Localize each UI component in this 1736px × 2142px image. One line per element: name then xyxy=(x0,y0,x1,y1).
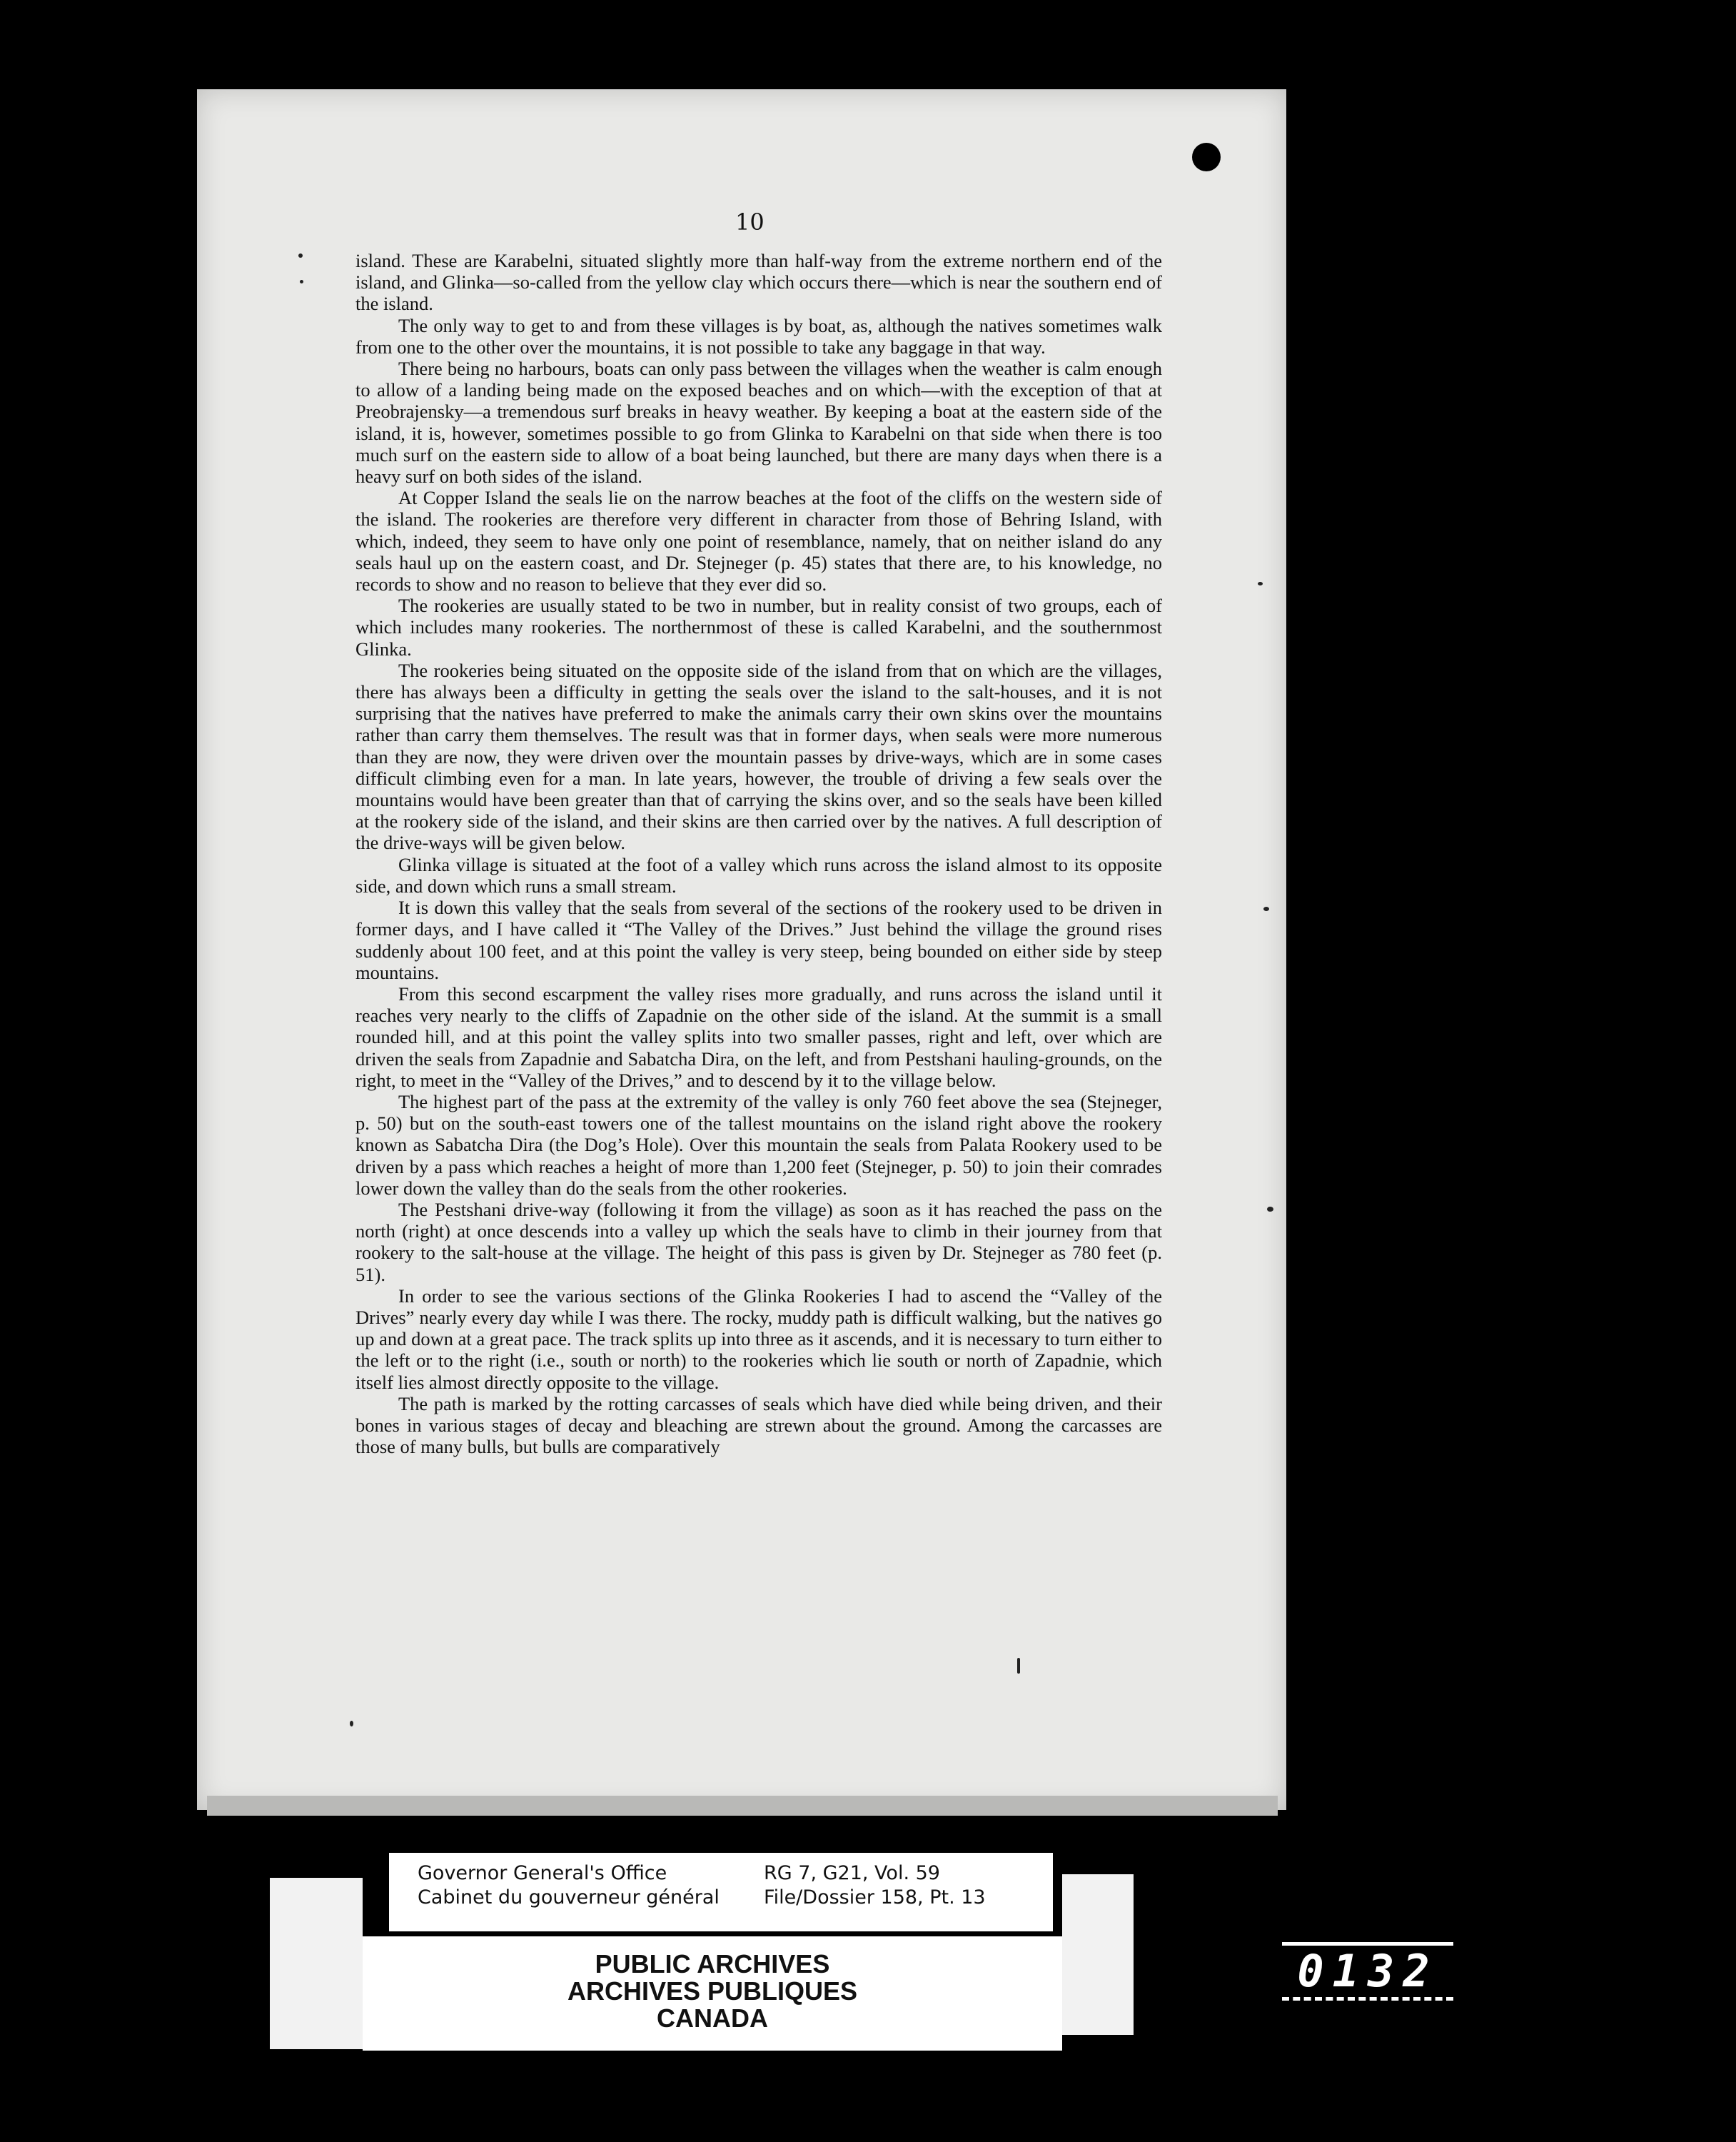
file-reference xyxy=(764,1861,986,1910)
scan-speck xyxy=(1263,907,1269,911)
paragraph: In order to see the various sections of the Glinka Rookeries I had to ascend the “Valley of the Drives” nearly every day while I was there. The rocky, muddy path is difficult walking, but the natives go up and down at a great pace. The track splits up into three as it ascends, and it is necessary to turn either to the left or to the right (i.e., south or north) to the rookeries which lie south or north of Zapadnie, which itself lies almost directly opposite to the village. xyxy=(355,1284,1162,1393)
scan-speck xyxy=(300,280,303,283)
paragraph: There being no harbours, boats can only pass between the villages when the weather is calm enough to allow of a landing being made on the exposed beaches and on which—with the exception of that at Preobrajensky—a tremendous surf breaks in heavy weather. By keeping a boat at the eastern side of the island, it is, however, sometimes possible to go from Glinka to Karabelni on that side when there is too much surf on the eastern side to allow of a boat being launched, but there are many days when there is a heavy surf on both sides of the island. xyxy=(355,358,1162,488)
public-archives-stamp xyxy=(363,1936,1062,2051)
paragraph: From this second escarpment the valley rises more gradually, and runs across the island until it reaches very nearly to the cliffs of Zapadnie on the other side of the island. At the summit is a small rounded hill, and at this point the valley splits into two smaller passes, right and left, over which are driven the seals from Zapadnie and Sabatcha Dira, on the left, and from Pestshani hauling-grounds, on the right, to meet in the “Valley of the Drives,” and to descend by it to the village below. xyxy=(355,982,1162,1091)
scan-speck xyxy=(350,1721,353,1726)
archives-line-country: CANADA xyxy=(657,2003,768,2033)
paragraph: The path is marked by the rotting carcasses of seals which have died while being driven, and their bones in various stages of decay and bleaching are strewn about the ground. Among the carcasses are those of many bulls, but bulls are comparatively xyxy=(355,1392,1162,1458)
office-names xyxy=(418,1861,720,1910)
scan-speck xyxy=(1267,1207,1273,1212)
office-name-english: Governor General's Office xyxy=(418,1862,667,1884)
scan-speck xyxy=(1017,1658,1020,1674)
paragraph: The only way to get to and from these villages is by boat, as, although the natives sometimes walk from one to the other over the mountains, it is not possible to take any baggage in that way. xyxy=(355,314,1162,358)
paragraph: At Copper Island the seals lie on the narrow beaches at the foot of the cliffs on the western side of the island. The rookeries are therefore very different in character from those of Behring Island, with which, indeed, they seem to have only one point of resemblance, namely, that on neither island do any seals haul up on the eastern coast, and Dr. Stejneger (p. 45) states that there are, to his knowledge, no records to show and no reason to believe that they ever did so. xyxy=(355,487,1162,595)
microfilm-frame-number: 0132 xyxy=(1282,1942,1453,2001)
label-backing-right xyxy=(1062,1874,1134,2035)
paragraph: The rookeries are usually stated to be two in number, but in reality consist of two groups, each of which includes many rookeries. The northernmost of these is called Karabelni, and the southernmost Glinka. xyxy=(355,595,1162,660)
archives-line-french: ARCHIVES PUBLIQUES xyxy=(567,1976,858,2006)
archives-line-english: PUBLIC ARCHIVES xyxy=(595,1949,830,1978)
paragraph: The highest part of the pass at the extremity of the valley is only 760 feet above the sea (Stejneger, p. 50) but on the south-east towers one of the tallest mountains on the island right above the rookery known as Sabatcha Dira (the Dog’s Hole). Over this mountain the seals from Palata Rookery used to be driven by a pass which reaches a height of more than 1,200 feet (Stejneger, p. 50) to join their comrades lower down the valley than do the seals from the other rookeries. xyxy=(355,1090,1162,1199)
scan-speck xyxy=(1258,582,1263,585)
scan-speck xyxy=(298,253,303,258)
label-backing-left xyxy=(270,1878,363,2049)
paragraph: It is down this valley that the seals from several of the sections of the rookery used to be driven in former days, and I have called it “The Valley of the Drives.” Just behind the village the ground rises suddenly about 100 feet, and at this point the valley is very steep, being bounded on either side by steep mountains. xyxy=(355,897,1162,983)
punch-hole xyxy=(1192,143,1221,171)
paragraph: The Pestshani drive-way (following it from the village) as soon as it has reached the pass on the north (right) at once descends into a valley up which the seals have to climb in their journey from that rookery to the salt-house at the village. The height of this pass is given by Dr. Stejneger as 780 feet (p. 51). xyxy=(355,1198,1162,1285)
archive-reference-label xyxy=(389,1853,1053,1931)
paragraph: Glinka village is situated at the foot of a valley which runs across the island almost to its opposite side, and down which runs a small stream. xyxy=(355,853,1162,897)
paragraph: island. These are Karabelni, situated slightly more than half-way from the extreme northern end of the island, and Glinka—so-called from the yellow clay which occurs there—which is near the southern end of the island. xyxy=(355,250,1162,315)
paragraph: The rookeries being situated on the opposite side of the island from that on which are the villages, there has always been a difficulty in getting the seals over the island to the salt-houses, and it is not surprising that the natives have preferred to make the animals carry their own skins over the mountains rather than carry them themselves. The result was that in former days, when seals were more numerous than they are now, they were driven over the mountain passes by drive-ways, which are in some cases difficult climbing even for a man. In late years, however, the trouble of driving a few seals over the mountains would have been greater than that of carrying the skins over, and so the seals have been killed at the rookery side of the island, and their skins are then carried over by the natives. A full description of the drive-ways will be given below. xyxy=(355,659,1162,854)
file-number: File/Dossier 158, Pt. 13 xyxy=(764,1886,986,1909)
body-text xyxy=(355,250,1162,1457)
page-edge xyxy=(207,1796,1278,1816)
office-name-french: Cabinet du gouverneur général xyxy=(418,1886,720,1909)
page-number: 10 xyxy=(735,208,764,236)
record-group: RG 7, G21, Vol. 59 xyxy=(764,1862,940,1884)
